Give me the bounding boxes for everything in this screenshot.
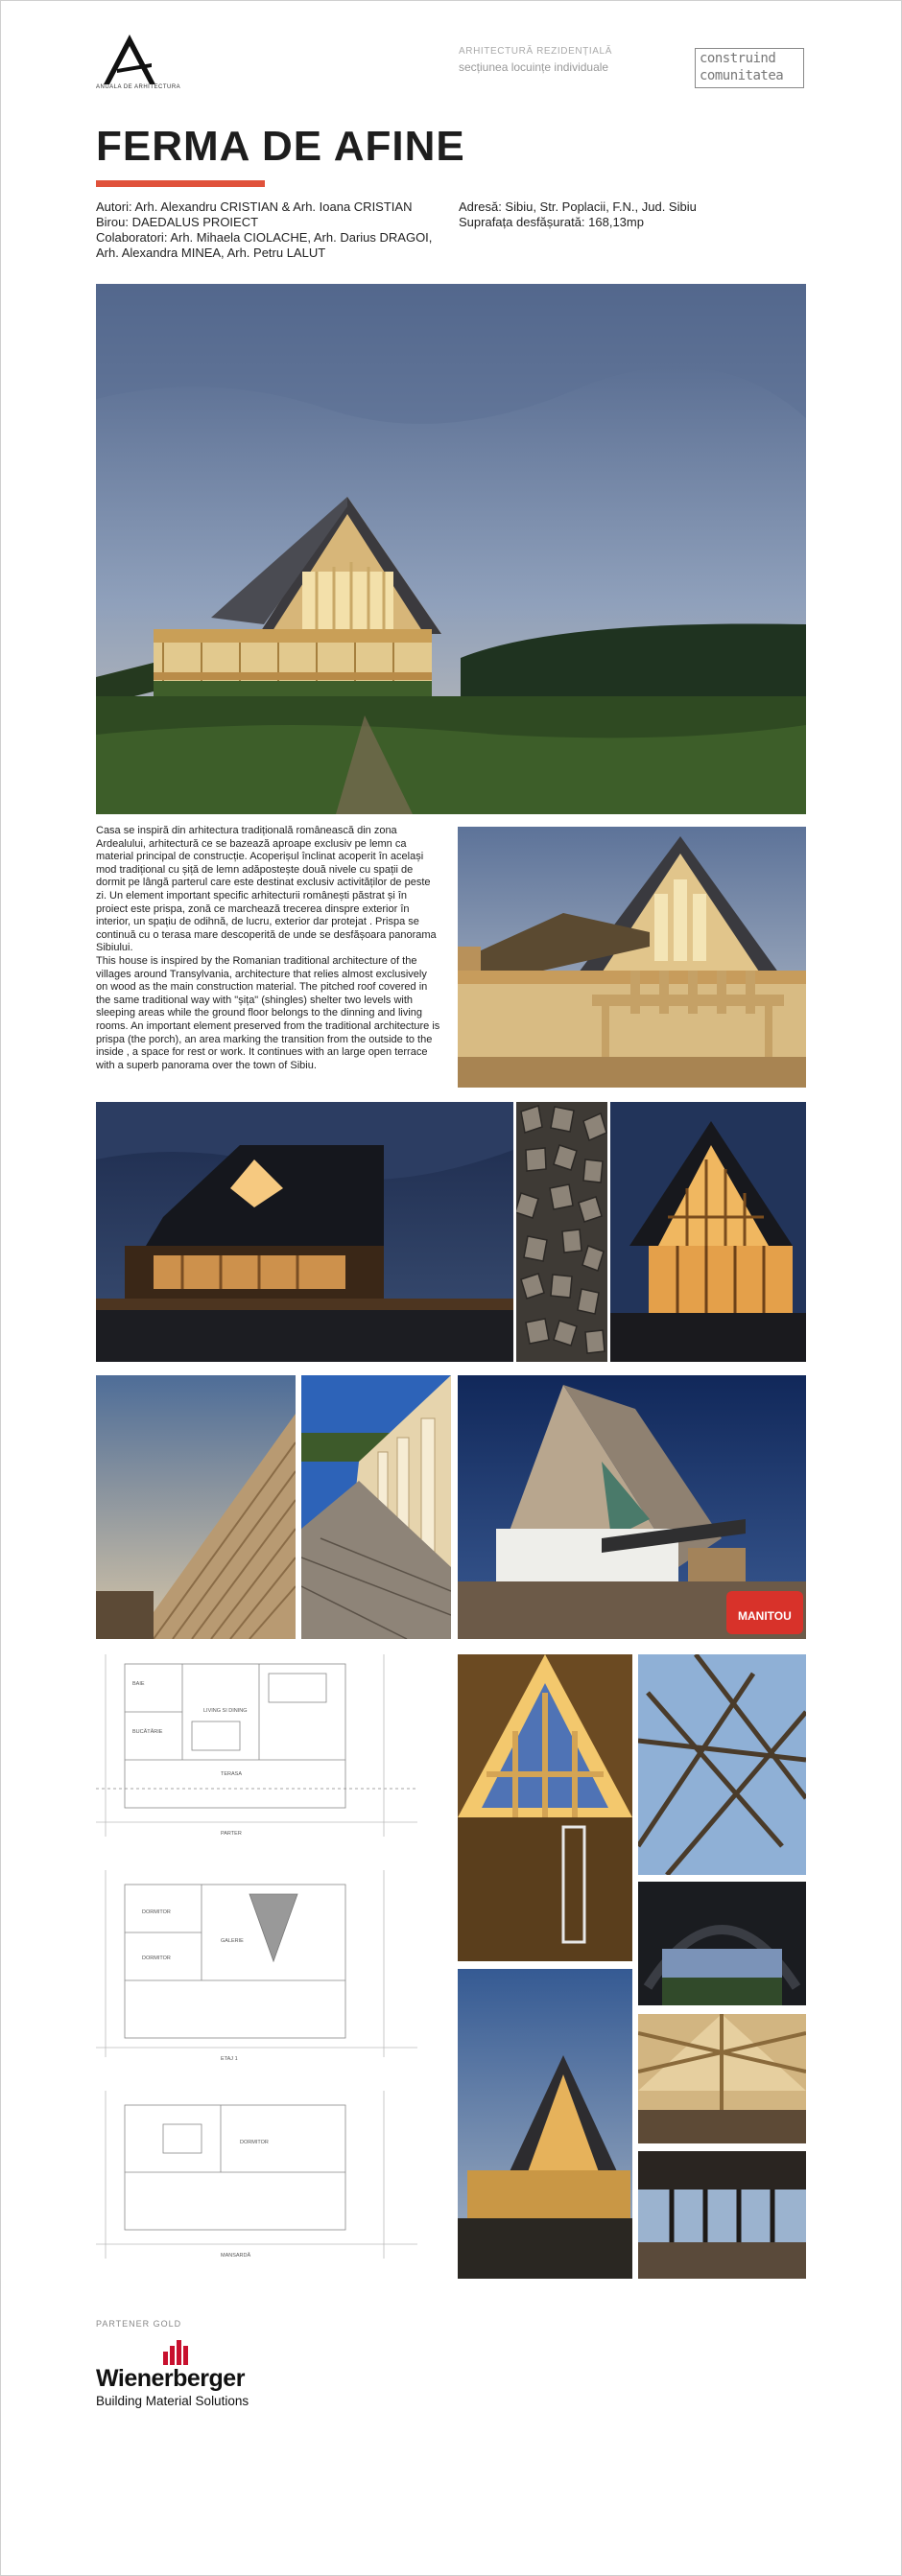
plan-label-bedroom-1: DORMITOR (142, 1909, 171, 1915)
section-subcategory: secțiunea locuințe individuale (459, 60, 609, 74)
anuala-logo (96, 31, 163, 92)
description-en: This house is inspired by the Romanian traditional architecture of the villages around Transylvania, architecture that relies almost exclusively on wood as the main construction material. The pitched roof covered in the same traditional way with "șița" (shingles) shelter two levels with sleeping areas while the ground floor belongs to the dinning and living rooms. An important element preserved from the traditional architecture is prispa (the porch), an area marking the transition from the outside to the inside , a space for rest or work. It continues with an large open terrace with a superb panorama over the town of Sibiu. (96, 954, 440, 1071)
manitou-sign: MANITOU (738, 1609, 792, 1623)
plan-label-attic: MANSARDĂ (221, 2253, 251, 2259)
night-gable-photo (610, 1102, 806, 1362)
project-description (96, 825, 441, 1072)
description-ro: Casa se inspiră din arhitectura tradițională românească din zona Ardealului, arhitectură ce se bazează aproape exclusiv pe lemn ca material principal de construcție. Acoperișul înclinat acoperit în același mod tradițional cu șiță de lemn adăpostește două nivele cu spații de dormit pe lângă parterul care este destinat exclusiv activităților de peste zi. Un element important specific arhitecturii românești păstrat și în proiect este prispa, zonă ce marchează trecerea dinspre exterior în interior, un spațiu de odihnă, de lucru, exterior dar protejat . Prispa se continuă cu o terasa mare descoperită de unde se desfășoara panorama Sibiului. (96, 825, 437, 954)
interior-gable-photo (458, 1654, 632, 1961)
title-underline (96, 180, 265, 187)
porch-columns-photo (301, 1375, 451, 1639)
interior-windows-photo (638, 2151, 806, 2279)
plan-label-loft: DORMITOR (240, 2140, 269, 2145)
twilight-facade-photo (458, 1969, 632, 2279)
shingles-closeup-photo (516, 1102, 607, 1362)
address: Adresă: Sibiu, Str. Poplacii, F.N., Jud. Sibiu (459, 199, 697, 214)
hero-photo (96, 284, 806, 814)
plan-label-kitchen: BUCĂTĂRIE (132, 1729, 163, 1735)
plan-label-bath: BAIE (132, 1681, 145, 1687)
plan-label-gallery: GALERIE (221, 1938, 244, 1944)
logo-caption: ANUALA DE ARHITECTURA (96, 84, 181, 90)
authors: Autori: Arh. Alexandru CRISTIAN & Arh. Ioana CRISTIAN (96, 199, 413, 214)
roof-shingles-photo (96, 1375, 296, 1639)
campaign-logo (695, 48, 804, 88)
page-title: FERMA DE AFINE (96, 123, 465, 170)
credits-right (459, 199, 785, 230)
plan-label-ground: PARTER (221, 1831, 242, 1837)
floor-plans (96, 1654, 417, 2268)
sponsor-name: Wienerberger (96, 2365, 245, 2392)
porch-photo (458, 827, 806, 1088)
section-category: ARHITECTURĂ REZIDENȚIALĂ (459, 46, 612, 57)
plan-label-dining: LIVING SI DINING (203, 1708, 248, 1714)
campaign-line-1: construind (700, 51, 776, 66)
area: Suprafața desfășurată: 168,13mp (459, 215, 644, 229)
roof-structure-photo (638, 1654, 806, 1875)
credits-left (96, 199, 451, 261)
plan-label-first-floor: ETAJ 1 (221, 2056, 238, 2062)
interior-beams-photo (638, 2014, 806, 2143)
partner-label: PARTENER GOLD (96, 2319, 182, 2329)
construction-photo (458, 1375, 806, 1639)
campaign-line-2: comunitatea (700, 68, 784, 83)
sponsor-tagline: Building Material Solutions (96, 2394, 249, 2408)
plan-label-terrace: TERASA (221, 1771, 243, 1777)
interior-dark-photo (638, 1882, 806, 2005)
collaborators: Colaboratori: Arh. Mihaela CIOLACHE, Arh. Darius DRAGOI, Arh. Alexandra MINEA, Arh. Petru LALUT (96, 230, 433, 260)
night-exterior-photo (96, 1102, 513, 1362)
wienerberger-roof-icon (161, 2338, 194, 2365)
plan-label-bedroom-2: DORMITOR (142, 1955, 171, 1961)
office: Birou: DAEDALUS PROIECT (96, 215, 259, 229)
